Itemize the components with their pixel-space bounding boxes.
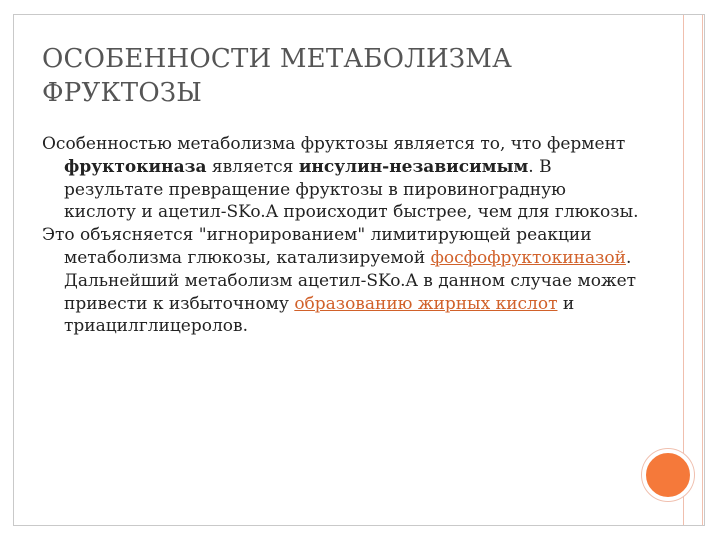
decorative-circle-icon [642,449,694,501]
paragraph2-text-3: и триацилглицеролов. [64,293,575,337]
slide-title [42,42,662,110]
fatty-acid-formation-link[interactable]: образованию жирных кислот [294,293,558,314]
phosphofructokinase-link[interactable]: фосфофруктокиназой [430,247,626,268]
paragraph-explanation [42,224,642,338]
paragraph-fructokinase [42,133,642,224]
insulin-independent-term: инсулин-независимым [298,156,529,177]
paragraph1-text-1: Особенностью метаболизма фруктозы является то, что фермент [42,134,626,154]
paragraph1-text-2: является [206,156,299,177]
title-line-2: ФРУКТОЗЫ [42,78,203,108]
slide-body [42,133,642,338]
paragraph2-text-2: . Дальнейший метаболизм ацетил-SKo.A в данном случае может привести к избыточному [64,247,637,314]
paragraph1-text-3: . В результате превращение фруктозы в пировиноградную кислоту и ацетил-SKo.A происходит быстрее, чем для глюкозы. [64,156,639,223]
title-line-1: ОСОБЕННОСТИ МЕТАБОЛИЗМА [42,44,512,74]
decorative-side-bar [683,15,703,525]
fructokinase-term: фруктокиназа [64,156,207,177]
paragraph2-text-1: Это объясняется "игнорированием" лимитирующей реакции метаболизма глюкозы, катализируемой [42,225,592,268]
